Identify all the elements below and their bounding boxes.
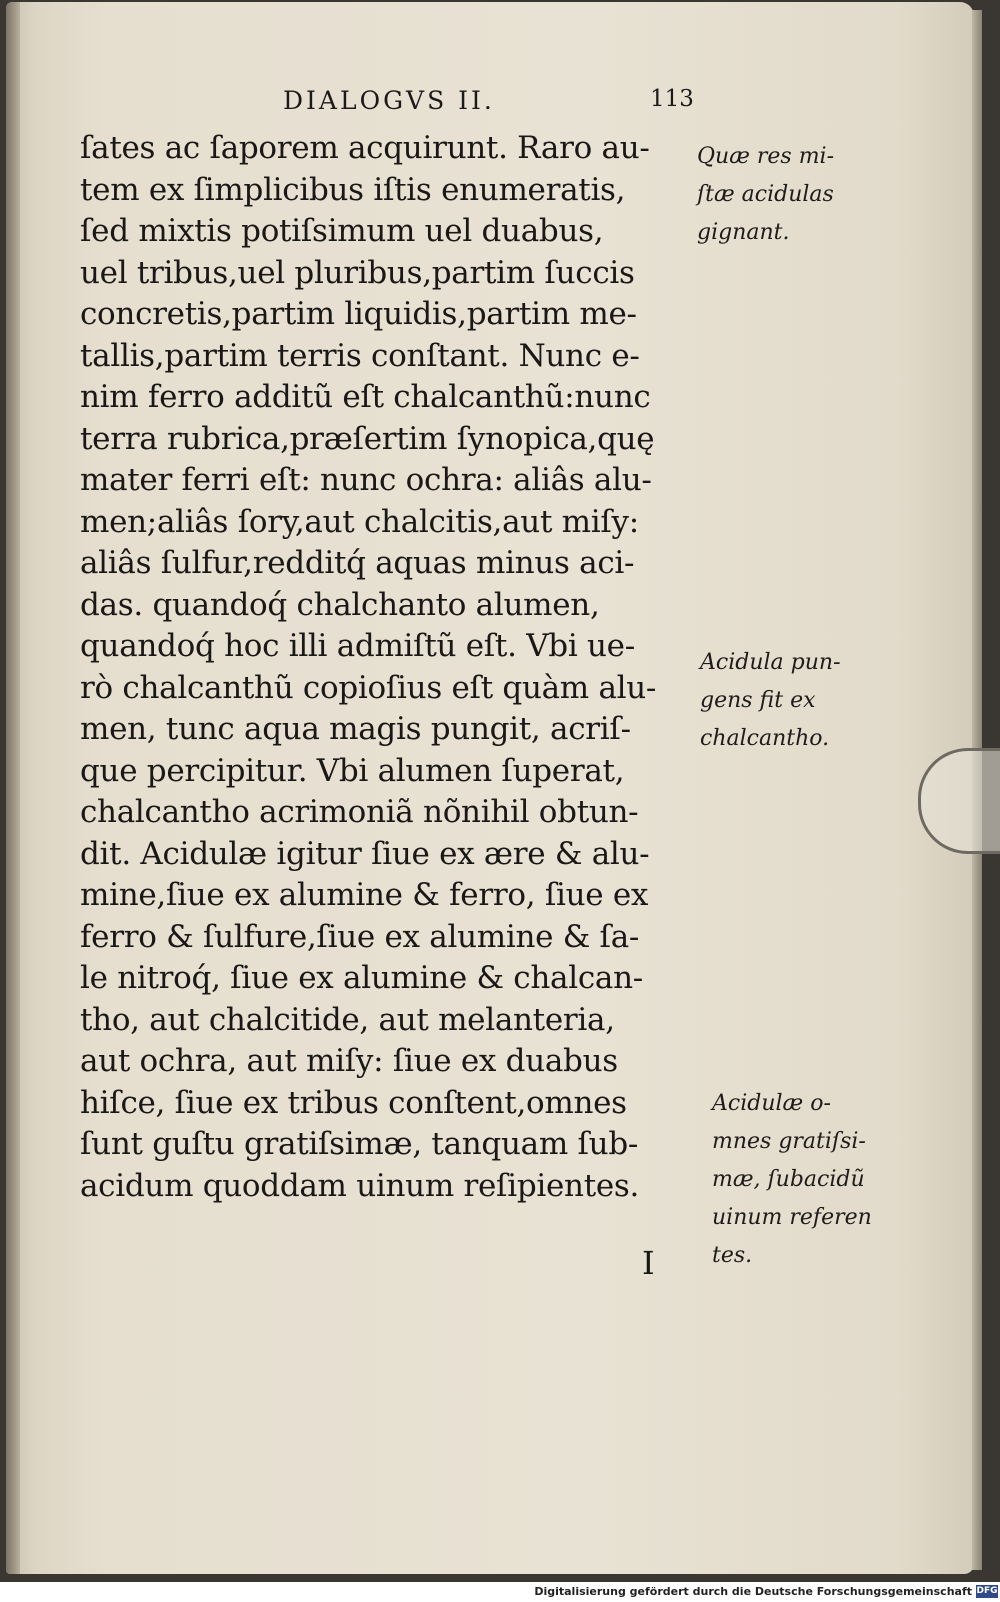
text-line: men;aliâs ſory,aut chalcitis,aut miſy: [80,503,639,540]
signature-mark: I [642,1244,655,1282]
text-line: terra rubrica,præſertim ſynopica,quę [80,420,655,457]
page-header [0,86,1000,122]
text-line: hiſce, ſiue ex tribus conſtent,omnes [80,1084,627,1121]
note-line: gens fit ex [700,688,816,713]
text-line: ſates ac ſaporem acquirunt. Raro au- [80,130,650,166]
note-line: Quæ res mi- [697,144,835,169]
page-number: 113 [650,86,694,112]
body-text-block [80,128,700,1207]
note-line: gignant. [697,220,790,245]
note-line: mæ, ſubacidũ [712,1167,865,1192]
text-line: dit. Acidulæ igitur ſiue ex ære & alu- [80,835,650,872]
text-line: das. quandoq́ chalchanto alumen, [80,586,600,623]
text-line: tem ex ſimplicibus iſtis enumeratis, [80,171,626,208]
text-line: mater ferri eſt: nunc ochra: aliâs alu- [80,462,652,498]
note-line: ſtæ acidulas [697,182,834,207]
text-line: aliâs ſulfur,redditq́ aquas minus aci- [80,545,635,581]
text-line: concretis,partim liquidis,partim me- [80,296,637,332]
note-line: mnes gratiſsi- [712,1129,866,1154]
text-line: ſunt guſtu gratiſsimæ, tanquam ſub- [80,1126,639,1162]
text-line: quandoq́ hoc illi admiſtũ eſt. Vbi ue- [80,628,635,664]
text-line: tallis,partim terris conſtant. Nunc e- [80,337,640,374]
text-line: rò chalcanthũ copioſius eſt quàm alu- [80,669,657,706]
text-line: mine,ſiue ex alumine & ferro, ſiue ex [80,877,649,913]
text-line: chalcantho acrimoniã nõnihil obtun- [80,794,639,830]
marginal-note [697,138,834,252]
text-line: tho, aut chalcitide, aut melanteria, [80,1001,615,1038]
note-line: Acidula pun- [700,650,841,675]
note-line: Acidulæ o- [712,1091,831,1116]
note-line: tes. [712,1243,753,1268]
note-line: uinum referen [712,1205,872,1230]
text-line: ferro & ſulfure,ſiue ex alumine & ſa- [80,918,640,955]
text-line: nim ferro additũ eſt chalcanthũ:nunc [80,379,651,415]
marginal-note [712,1085,872,1275]
marginal-note [700,644,841,758]
note-line: chalcantho. [700,726,830,751]
running-head: DIALOGVS II. [283,86,495,115]
text-line: uel tribus,uel pluribus,partim ſuccis [80,254,635,291]
text-line: le nitroq́, ſiue ex alumine & chalcan- [80,960,643,996]
text-line: que percipitur. Vbi alumen ſuperat, [80,752,625,789]
bleed-through-text [835,190,841,230]
text-line: men, tunc aqua magis pungit, acriſ- [80,711,631,747]
text-line: ſed mixtis potiſsimum uel duabus, [80,213,604,249]
text-line: aut ochra, aut miſy: ſiue ex duabus [80,1043,618,1079]
book-gutter [6,2,20,1574]
dfg-logo: DFG [976,1586,998,1596]
digitization-credit: Digitalisierung gefördert durch die Deutsche Forschungsgemeinschaft [534,1585,972,1598]
text-line: acidum quoddam uinum reſipientes. [80,1167,640,1204]
